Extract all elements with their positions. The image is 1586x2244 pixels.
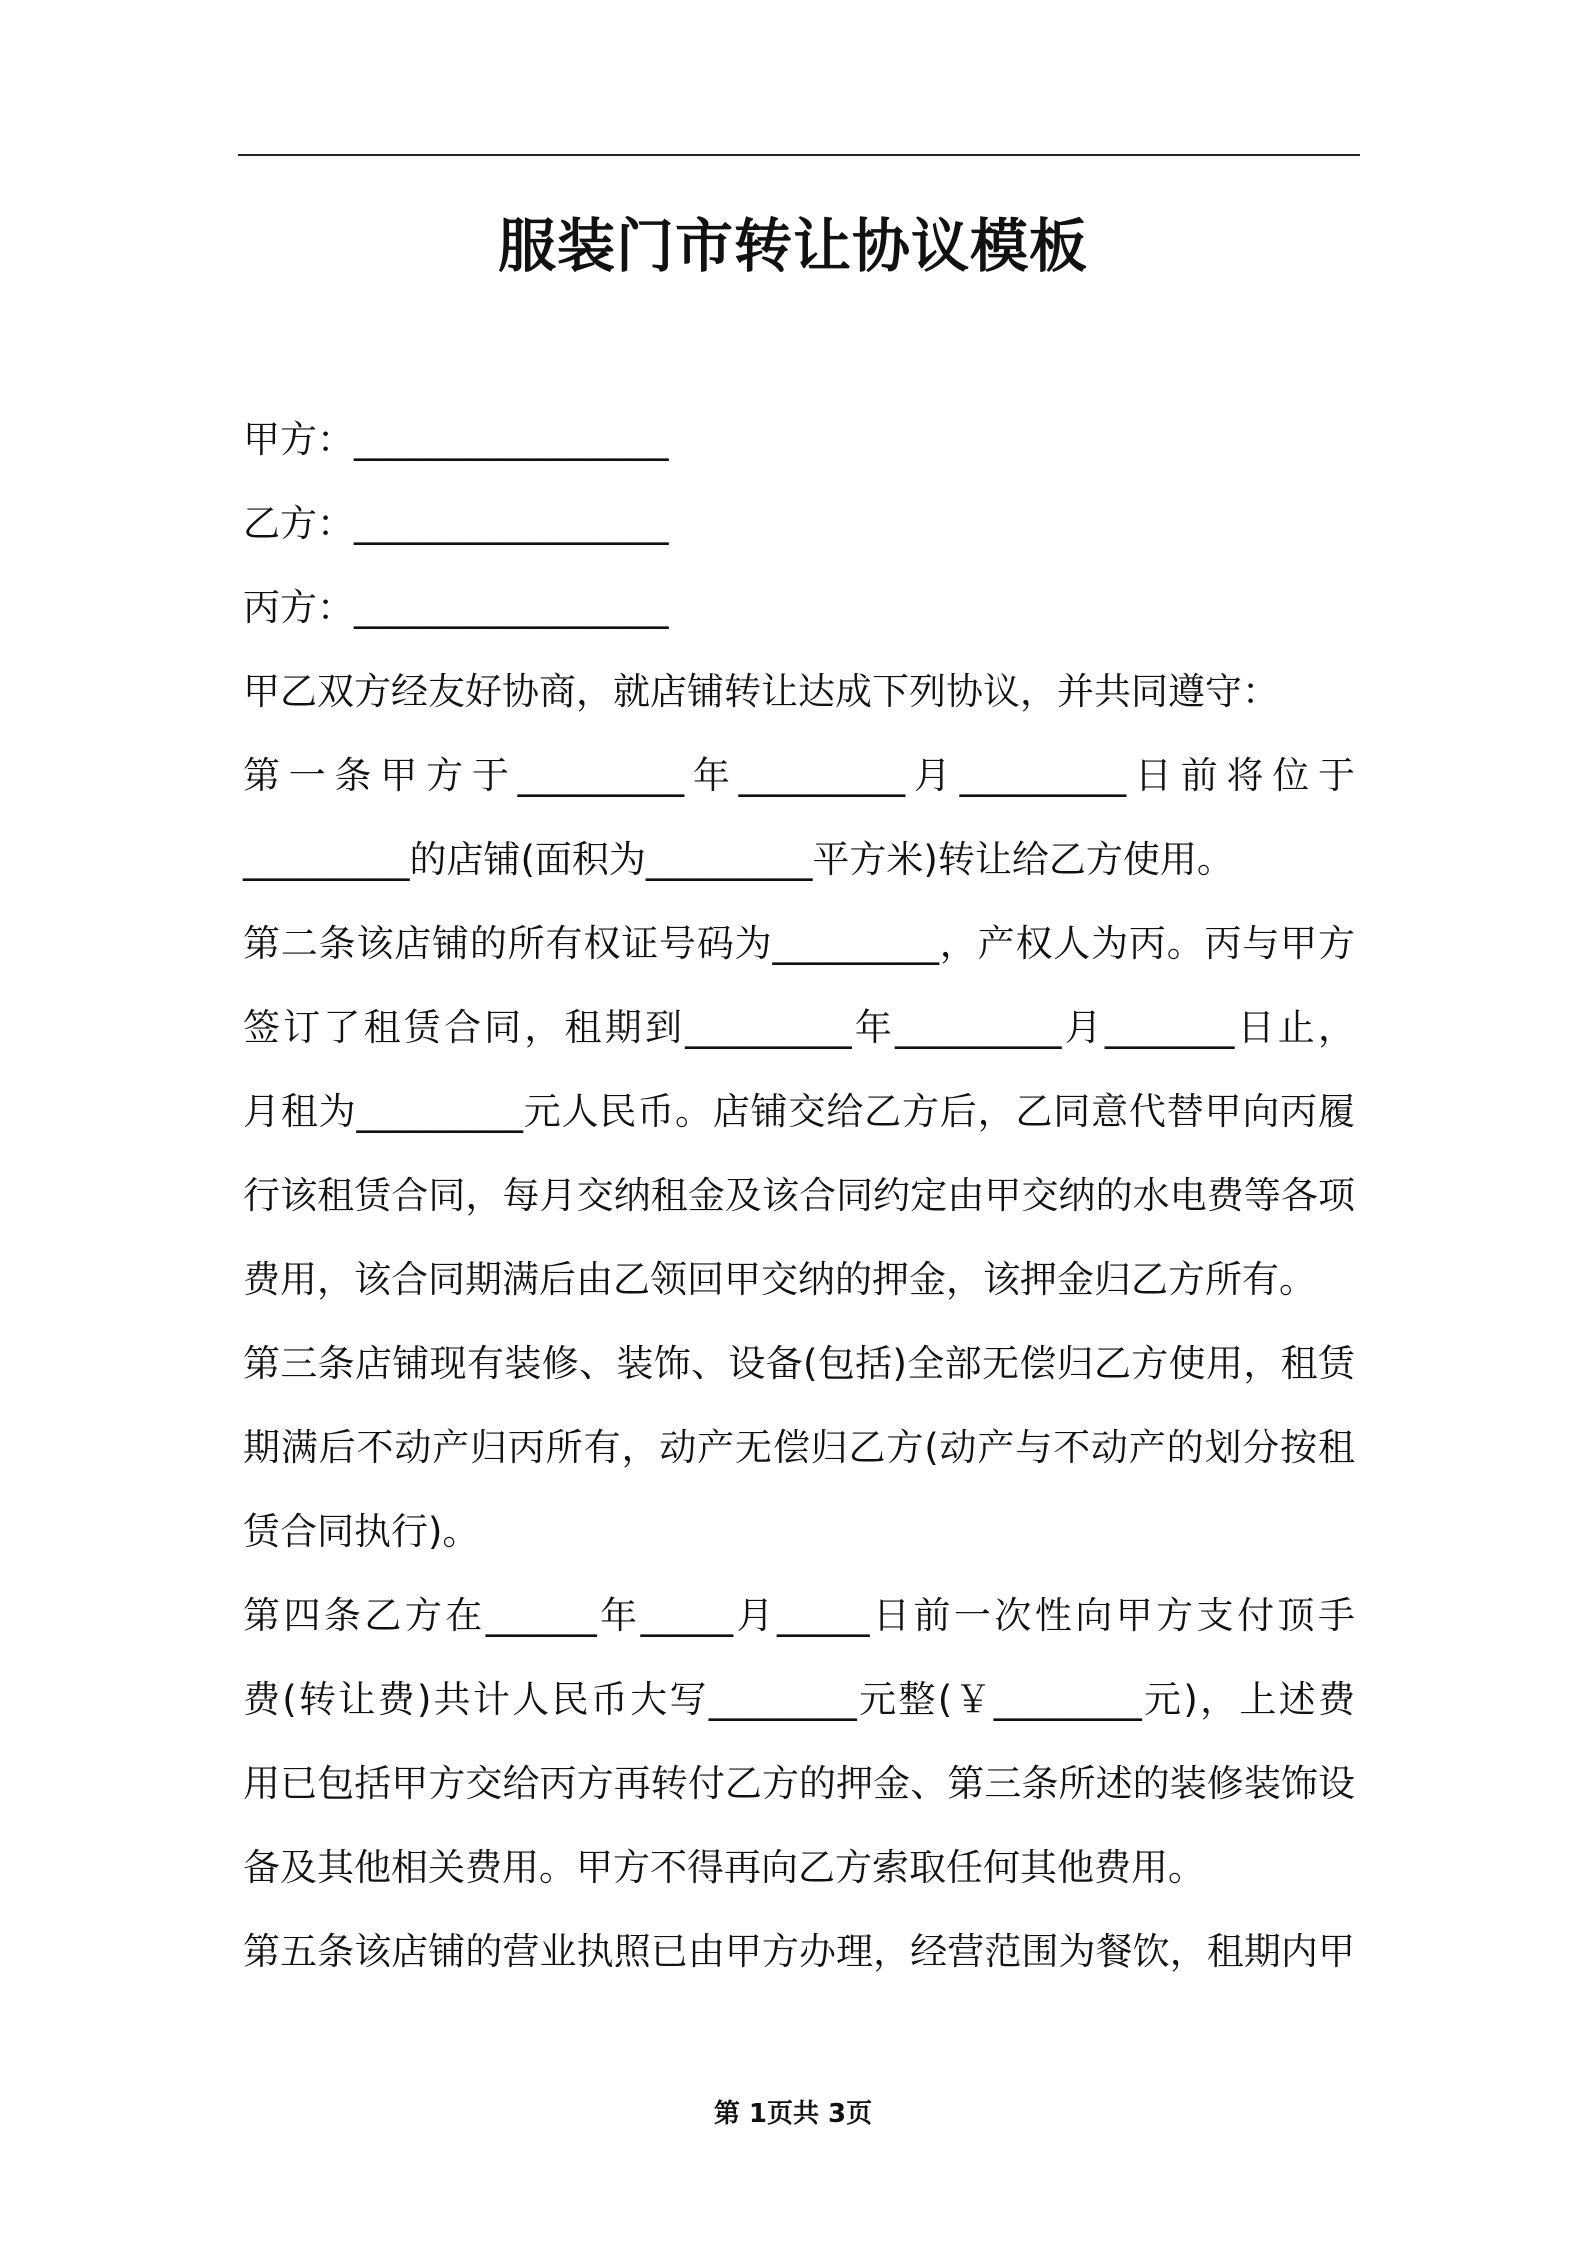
party-a-line: 甲方：_________________	[243, 418, 669, 461]
clause-line: 期满后不动产归丙所有，动产无偿归乙方(动产与不动产的划分按租	[243, 1426, 1355, 1469]
party-b-line: 乙方：_________________	[243, 502, 669, 545]
clause-line: 行该租赁合同，每月交纳租金及该合同约定由甲交纳的水电费等各项	[243, 1174, 1355, 1217]
page-number: 第 1页共 3页	[713, 2099, 873, 2129]
clause-line: _________的店铺(面积为_________平方米)转让给乙方使用。	[243, 838, 1234, 881]
clause-line: 第一条甲方于_________年_________月_________日前将位于	[243, 754, 1355, 797]
document-title: 服装门市转让协议模板	[497, 212, 1088, 280]
document-body	[243, 398, 1355, 1994]
clause-line: 第四条乙方在______年_____月_____日前一次性向甲方支付顶手	[243, 1594, 1355, 1637]
clause-line: 备及其他相关费用。甲方不得再向乙方索取任何其他费用。	[243, 1846, 1205, 1889]
clause-line: 赁合同执行)。	[243, 1510, 480, 1553]
clause-line: 费用，该合同期满后由乙领回甲交纳的押金，该押金归乙方所有。	[243, 1258, 1316, 1301]
clause-line: 第五条该店铺的营业执照已由甲方办理，经营范围为餐饮，租期内甲	[243, 1930, 1355, 1973]
preamble-line: 甲乙双方经友好协商，就店铺转让达成下列协议，并共同遵守：	[243, 670, 1279, 713]
clause-line: 用已包括甲方交给丙方再转付乙方的押金、第三条所述的装修装饰设	[243, 1762, 1355, 1805]
clause-line: 签订了租赁合同，租期到_________年_________月_______日止，	[243, 1006, 1355, 1049]
clause-line: 第二条该店铺的所有权证号码为_________，产权人为丙。丙与甲方	[243, 922, 1355, 965]
clause-line: 月租为_________元人民币。店铺交给乙方后，乙同意代替甲向丙履	[243, 1090, 1355, 1133]
header-rule	[238, 154, 1360, 156]
clause-line: 费(转让费)共计人民币大写________元整(￥________元)，上述费	[243, 1678, 1355, 1721]
party-c-line: 丙方：_________________	[243, 586, 669, 629]
clause-line: 第三条店铺现有装修、装饰、设备(包括)全部无偿归乙方使用，租赁	[243, 1342, 1355, 1385]
